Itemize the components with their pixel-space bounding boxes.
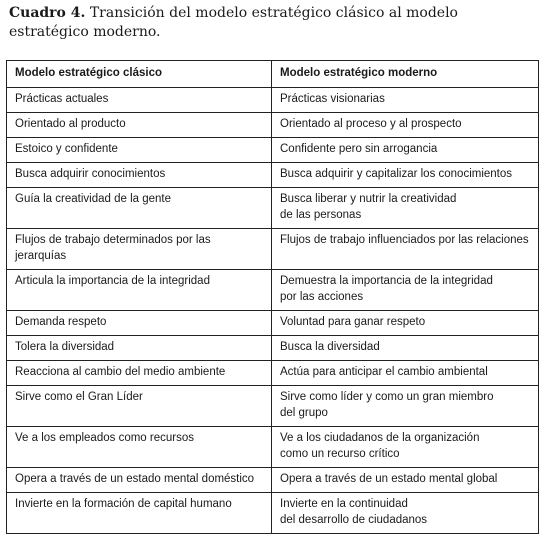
- caption-label: Cuadro 4.: [9, 5, 86, 21]
- cell-modern-model: [272, 88, 539, 113]
- table-row: [7, 311, 539, 336]
- cell-text-line: Invierte en la formación de capital humano: [15, 498, 232, 510]
- cell-text-line: Estoico y confidente: [15, 143, 118, 155]
- table-row: [7, 270, 539, 311]
- table-row: [7, 113, 539, 138]
- cell-text-line: Busca liberar y nutrir la creatividad: [280, 193, 457, 205]
- cell-text-line: Busca adquirir conocimientos: [15, 168, 166, 180]
- table-row: [7, 427, 539, 468]
- table-row: [7, 468, 539, 493]
- cell-text-line: Demanda respeto: [15, 316, 107, 328]
- cell-text-line: Prácticas actuales: [15, 93, 109, 105]
- cell-text-line: Busca adquirir y capitalizar los conocimientos: [280, 168, 513, 180]
- table-row: [7, 88, 539, 113]
- cell-modern-model: [272, 163, 539, 188]
- cell-text-line: Guía la creatividad de la gente: [15, 193, 171, 205]
- cell-modern-model: [272, 229, 539, 270]
- cell-modern-model: [272, 386, 539, 427]
- cell-text-line: Flujos de trabajo determinados por las jerarquías: [15, 234, 211, 262]
- cell-text-line: Actúa para anticipar el cambio ambiental: [280, 366, 488, 378]
- table-body: [7, 88, 539, 534]
- cell-classic-model: [7, 386, 272, 427]
- cell-text-line: Demuestra la importancia de la integridad: [280, 275, 493, 287]
- header-modern-model: Modelo estratégico moderno: [272, 61, 539, 88]
- cell-modern-model: [272, 311, 539, 336]
- cell-classic-model: [7, 311, 272, 336]
- cell-modern-model: [272, 270, 539, 311]
- cell-text-line: Orientado al producto: [15, 118, 126, 130]
- cell-text-line: Sirve como el Gran Líder: [15, 391, 143, 403]
- cell-text-line: Reacciona al cambio del medio ambiente: [15, 366, 226, 378]
- cell-classic-model: [7, 493, 272, 534]
- cell-text-line: Busca la diversidad: [280, 341, 380, 353]
- caption-text: Transición del modelo estratégico clásico al modelo estratégico moderno.: [9, 5, 458, 40]
- cell-classic-model: [7, 113, 272, 138]
- cell-modern-model: [272, 427, 539, 468]
- comparison-table: [6, 60, 539, 534]
- cell-classic-model: [7, 188, 272, 229]
- cell-classic-model: [7, 270, 272, 311]
- cell-classic-model: [7, 138, 272, 163]
- table-row: [7, 493, 539, 534]
- cell-text-line: del grupo: [280, 407, 328, 419]
- cell-text-line: Voluntad para ganar respeto: [280, 316, 426, 328]
- cell-text-line: Orientado al proceso y al prospecto: [280, 118, 462, 130]
- cell-text-line: Flujos de trabajo influenciados por las relaciones: [280, 234, 529, 246]
- table-header-row: [7, 61, 539, 88]
- cell-text-line: Tolera la diversidad: [15, 341, 115, 353]
- table-caption: [9, 4, 541, 42]
- cell-modern-model: [272, 113, 539, 138]
- cell-classic-model: [7, 427, 272, 468]
- cell-text-line: Opera a través de un estado mental global: [280, 473, 498, 485]
- table-row: [7, 386, 539, 427]
- cell-text-line: Opera a través de un estado mental doméstico: [15, 473, 255, 485]
- cell-text-line: Prácticas visionarias: [280, 93, 385, 105]
- cell-modern-model: [272, 493, 539, 534]
- cell-text-line: de las personas: [280, 209, 362, 221]
- cell-classic-model: [7, 229, 272, 270]
- cell-modern-model: [272, 188, 539, 229]
- cell-modern-model: [272, 336, 539, 361]
- cell-text-line: como un recurso crítico: [280, 448, 400, 460]
- cell-text-line: Invierte en la continuidad: [280, 498, 408, 510]
- cell-text-line: Ve a los empleados como recursos: [15, 432, 194, 444]
- cell-text-line: del desarrollo de ciudadanos: [280, 514, 428, 526]
- cell-text-line: Confidente pero sin arrogancia: [280, 143, 438, 155]
- cell-modern-model: [272, 468, 539, 493]
- table-row: [7, 163, 539, 188]
- cell-text-line: por las acciones: [280, 291, 364, 303]
- cell-text-line: Sirve como líder y como un gran miembro: [280, 391, 494, 403]
- cell-classic-model: [7, 468, 272, 493]
- table-row: [7, 138, 539, 163]
- table-row: [7, 188, 539, 229]
- table-row: [7, 361, 539, 386]
- table-row: [7, 229, 539, 270]
- cell-text-line: Ve a los ciudadanos de la organización: [280, 432, 480, 444]
- header-classic-model: Modelo estratégico clásico: [7, 61, 272, 88]
- table-row: [7, 336, 539, 361]
- cell-classic-model: [7, 88, 272, 113]
- cell-classic-model: [7, 336, 272, 361]
- cell-classic-model: [7, 163, 272, 188]
- cell-classic-model: [7, 361, 272, 386]
- cell-modern-model: [272, 361, 539, 386]
- cell-text-line: Articula la importancia de la integridad: [15, 275, 210, 287]
- cell-modern-model: [272, 138, 539, 163]
